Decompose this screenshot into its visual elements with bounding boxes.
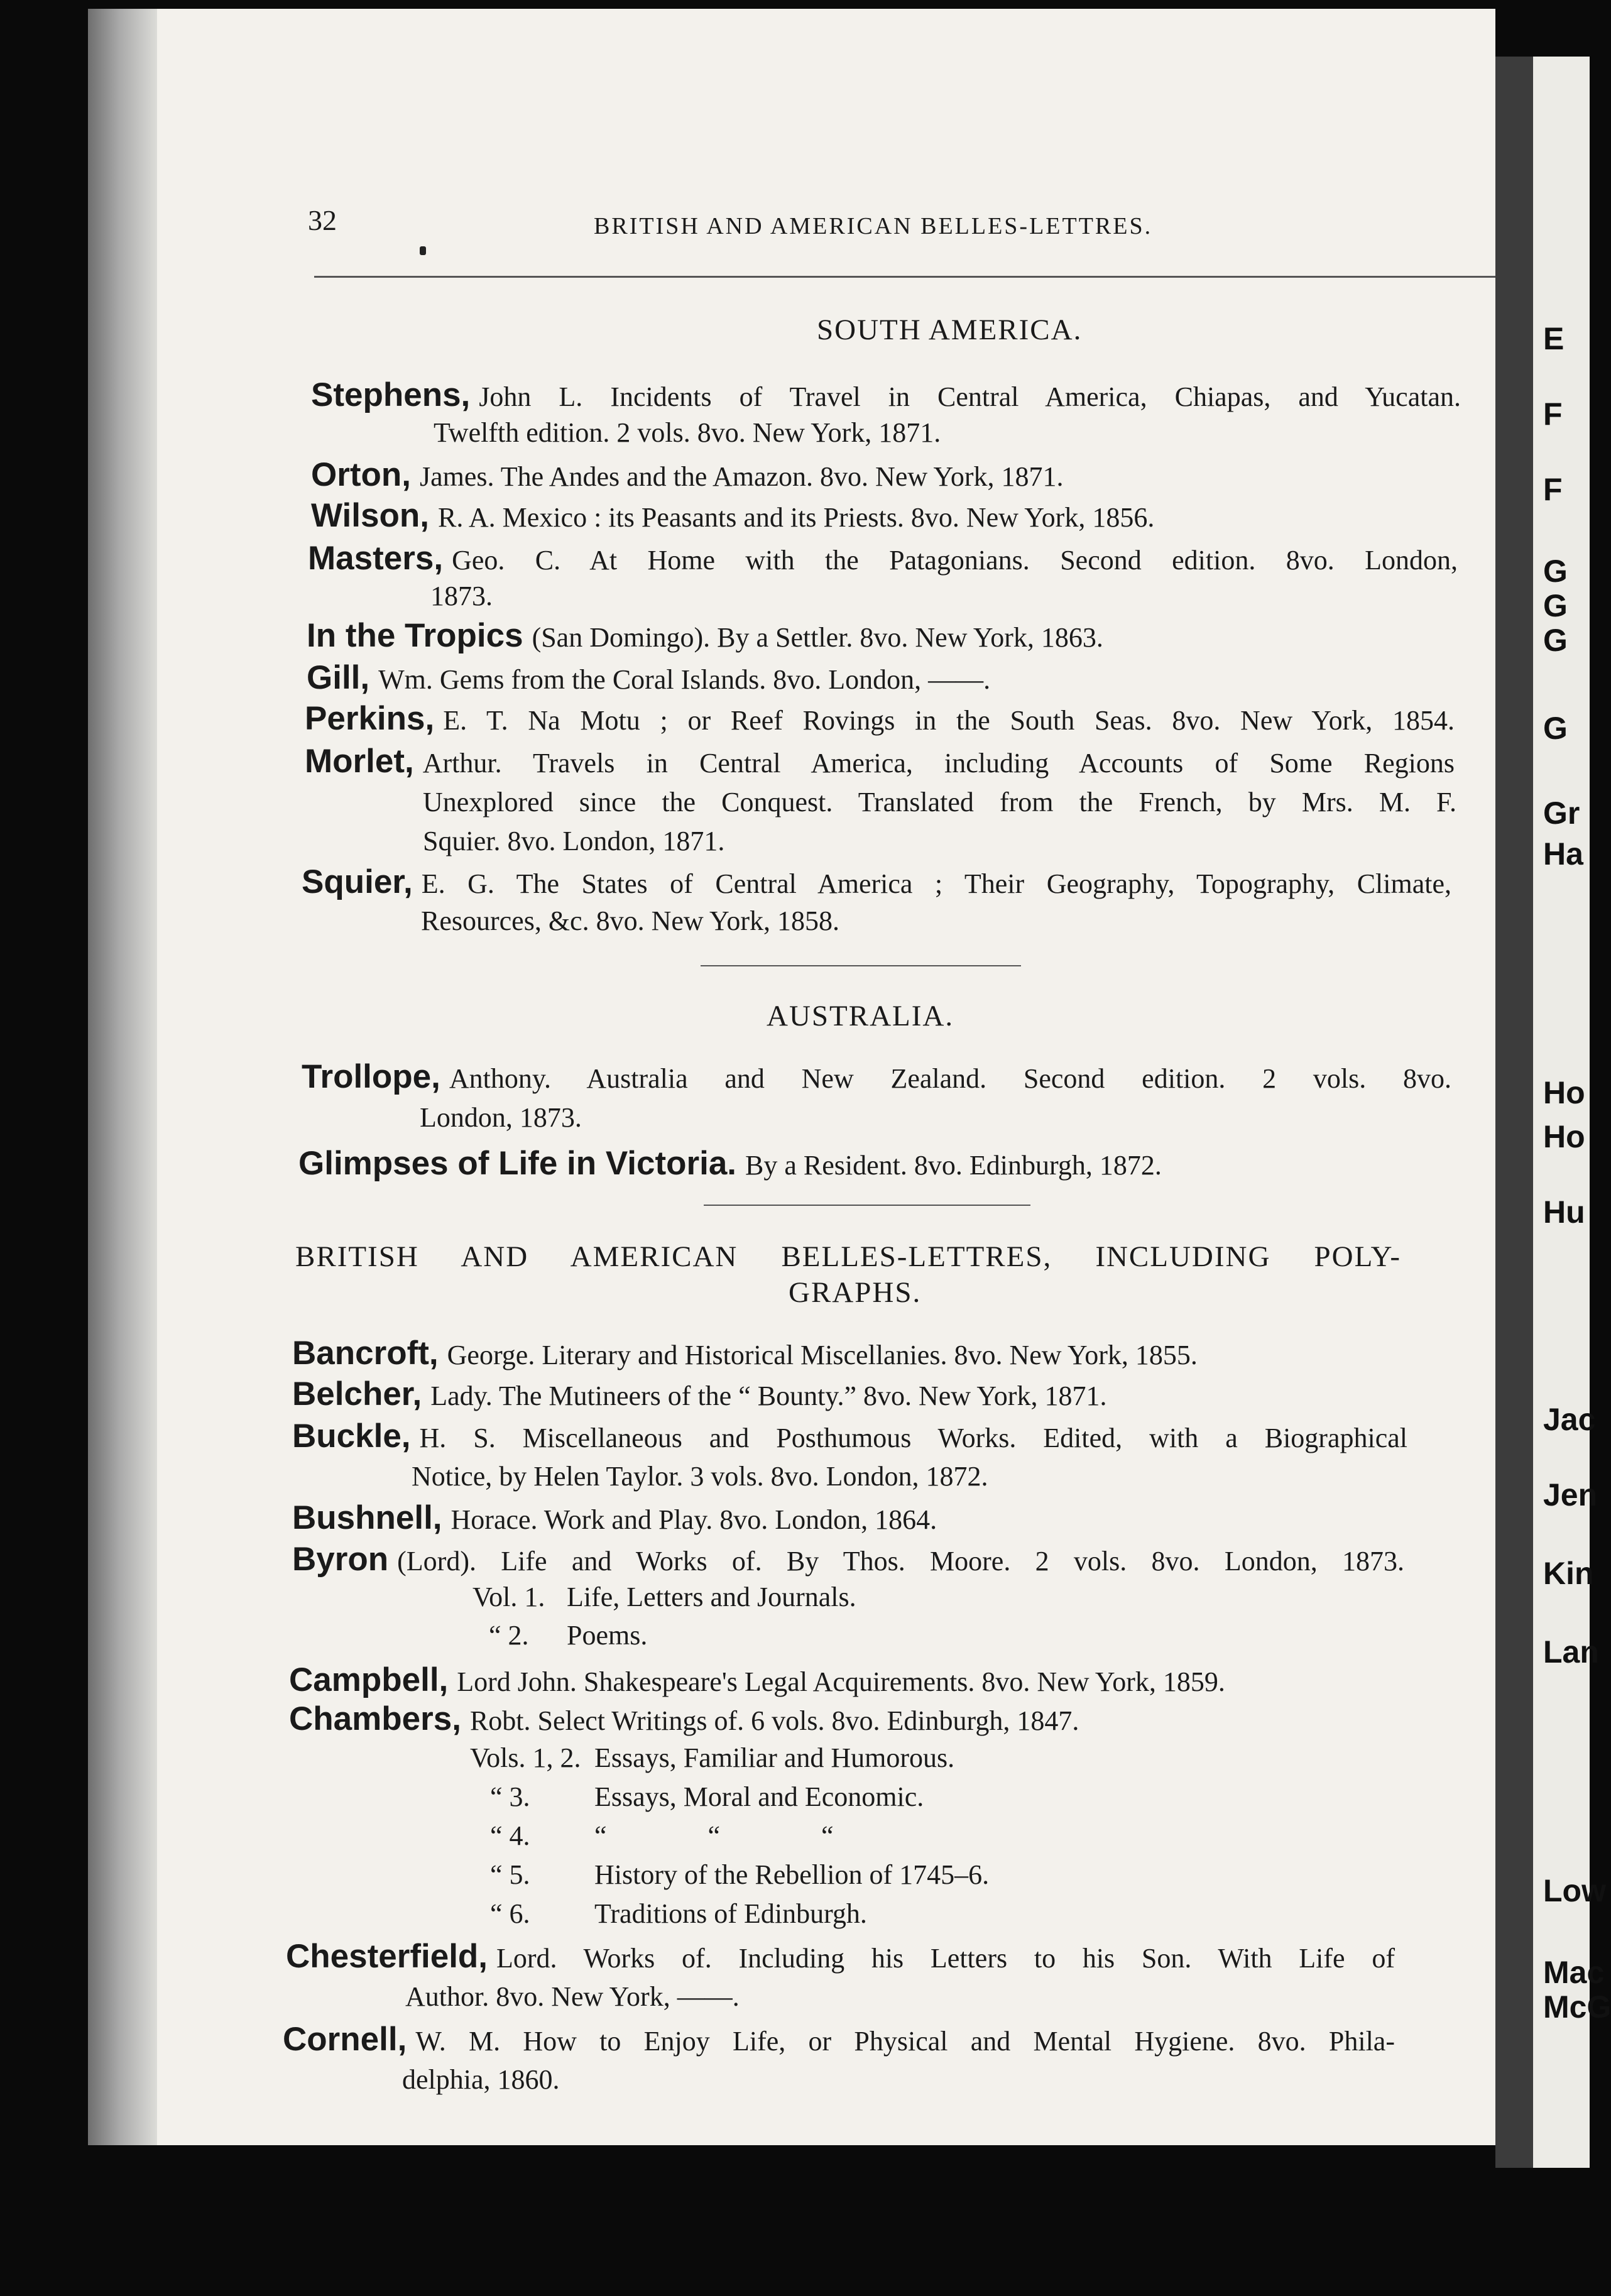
facing-fragment: F [1543, 396, 1563, 432]
entry-text: E. T. Na Motu ; or Reef Rovings in the South Seas. 8vo. New York, 1854. [443, 705, 1455, 736]
entry-author: Gill, [307, 659, 370, 696]
entry-text: R. A. Mexico : its Peasants and its Priests. 8vo. New York, 1856. [437, 502, 1155, 533]
entry-author: Trollope, [302, 1058, 440, 1095]
facing-fragment: Gr [1543, 795, 1580, 831]
entry-author: Byron [292, 1541, 389, 1578]
page-number: 32 [308, 204, 337, 236]
entry-text: Lady. The Mutineers of the “ Bounty.” 8vo. New York, 1871. [430, 1380, 1107, 1411]
facing-fragment: G [1543, 623, 1568, 658]
entry-perkins [305, 700, 1455, 740]
entry-continuation: 1873. [430, 581, 493, 611]
entry-author: Wilson, [311, 497, 429, 534]
entry-in-the-tropics [307, 617, 1456, 657]
entry-author: Buckle, [292, 1418, 411, 1455]
entry-text: Lord. Works of. Including his Letters to his Son. With Life of [496, 1943, 1395, 1974]
facing-fragment: Jac [1543, 1402, 1596, 1437]
volume-line [490, 1781, 924, 1813]
entry-glimpses [298, 1145, 1448, 1184]
facing-fragment: McG [1543, 1989, 1611, 2025]
entry-author: Masters, [308, 540, 444, 577]
entry-continuation: Resources, &c. 8vo. New York, 1858. [421, 905, 840, 936]
volume-title: Essays, Familiar and Humorous. [594, 1742, 955, 1773]
entry-text: John L. Incidents of Travel in Central America, Chiapas, and Yucatan. [479, 381, 1461, 412]
volume-title: Poems. [567, 1620, 648, 1651]
book-page [88, 9, 1495, 2145]
entry-cornell [283, 2021, 1395, 2060]
entry-text: Robt. Select Writings of. 6 vols. 8vo. Edinburgh, 1847. [469, 1705, 1079, 1736]
entry-squier [302, 863, 1451, 903]
entry-continuation: Notice, by Helen Taylor. 3 vols. 8vo. London, 1872. [412, 1461, 988, 1492]
section-title-belles-lettres-cont: GRAPHS. [789, 1276, 922, 1309]
entry-author: Morlet, [305, 743, 414, 780]
entry-continuation: London, 1873. [420, 1102, 582, 1133]
facing-fragment: Ho [1543, 1119, 1585, 1154]
entry-text: Horace. Work and Play. 8vo. London, 1864. [451, 1504, 937, 1535]
entry-continuation: delphia, 1860. [402, 2064, 560, 2095]
entry-morlet [305, 743, 1455, 782]
facing-fragment: Ho [1543, 1075, 1585, 1110]
facing-fragment: Jen [1543, 1477, 1598, 1512]
entry-author: Chambers, [289, 1700, 461, 1737]
entry-continuation: Twelfth edition. 2 vols. 8vo. New York, 1871. [434, 417, 941, 448]
entry-text: E. G. The States of Central America ; Their Geography, Topography, Climate, [421, 868, 1451, 899]
ink-speck [420, 246, 426, 255]
entry-continuation: Squier. 8vo. London, 1871. [423, 826, 725, 856]
entry-stephens [311, 376, 1461, 416]
entry-text: Anthony. Australia and New Zealand. Second edition. 2 vols. 8vo. [449, 1063, 1451, 1094]
entry-text: Arthur. Travels in Central America, including Accounts of Some Regions [422, 748, 1455, 779]
section-title-south-america: SOUTH AMERICA. [817, 314, 1083, 346]
entry-text: (Lord). Life and Works of. By Thos. Moore. 2 vols. 8vo. London, 1873. [397, 1546, 1404, 1577]
page-edge-shadow [1495, 57, 1533, 2168]
entry-continuation: Author. 8vo. New York, ——. [405, 1981, 740, 2012]
entry-campbell [289, 1661, 1439, 1701]
section-title-belles-lettres: BRITISH AND AMERICAN BELLES-LETTRES, INCLUDING POLY- [295, 1240, 1401, 1273]
entry-author: Campbell, [289, 1661, 449, 1698]
entry-author: Stephens, [311, 376, 471, 413]
facing-fragment: Mac [1543, 1955, 1605, 1990]
volume-title: Essays, Moral and Economic. [594, 1781, 924, 1812]
entry-trollope [302, 1058, 1451, 1098]
entry-author: Orton, [311, 456, 411, 493]
entry-text: James. The Andes and the Amazon. 8vo. New York, 1871. [419, 461, 1064, 492]
volume-number: Vols. 1, 2. [470, 1742, 581, 1773]
facing-fragment: F [1543, 472, 1563, 507]
entry-text: Lord John. Shakespeare's Legal Acquirements. 8vo. New York, 1859. [457, 1666, 1225, 1697]
entry-author: Belcher, [292, 1375, 422, 1413]
entry-text: (San Domingo). By a Settler. 8vo. New York, 1863. [532, 622, 1103, 653]
entry-bushnell [292, 1499, 1442, 1539]
volume-line [489, 1619, 647, 1651]
entry-author: In the Tropics [307, 617, 523, 654]
facing-fragment: G [1543, 554, 1568, 589]
entry-bancroft [292, 1335, 1442, 1374]
volume-number: “ 6. [490, 1898, 530, 1929]
section-divider [701, 965, 1021, 966]
volume-number: “ 4. [490, 1820, 530, 1851]
facing-fragment: G [1543, 711, 1568, 746]
entry-masters [308, 540, 1458, 579]
entry-text: Wm. Gems from the Coral Islands. 8vo. London, ——. [378, 664, 991, 695]
header-rule [314, 276, 1533, 278]
entry-orton [311, 456, 1461, 496]
volume-line [490, 1859, 989, 1891]
volume-line [490, 1820, 834, 1852]
entry-text: George. Literary and Historical Miscellanies. 8vo. New York, 1855. [447, 1340, 1198, 1370]
entry-author: Bancroft, [292, 1335, 439, 1372]
facing-fragment: Ha [1543, 836, 1583, 872]
entry-author: Squier, [302, 863, 413, 900]
facing-fragment: Kin [1543, 1556, 1594, 1591]
entry-author: Glimpses of Life in Victoria. [298, 1145, 737, 1182]
section-divider [704, 1205, 1030, 1206]
volume-line [470, 1742, 954, 1774]
volume-number: “ 5. [490, 1859, 530, 1890]
entry-belcher [292, 1375, 1442, 1415]
volume-line [490, 1898, 867, 1930]
entry-author: Bushnell, [292, 1499, 442, 1536]
entry-author: Chesterfield, [286, 1938, 488, 1975]
entry-buckle [292, 1418, 1407, 1457]
entry-byron [292, 1541, 1404, 1580]
page-content [88, 9, 1495, 2145]
entry-chambers [289, 1700, 1439, 1740]
volume-title: History of the Rebellion of 1745–6. [594, 1859, 990, 1890]
entry-text: Geo. C. At Home with the Patagonians. Second edition. 8vo. London, [452, 545, 1458, 576]
entry-continuation: Unexplored since the Conquest. Translated from the French, by Mrs. M. F. [423, 787, 1456, 817]
section-title-australia: AUSTRALIA. [767, 1000, 954, 1032]
facing-page-edge [1533, 57, 1611, 2168]
volume-title: Traditions of Edinburgh. [594, 1898, 867, 1929]
volume-title: Life, Letters and Journals. [567, 1582, 856, 1612]
entry-chesterfield [286, 1938, 1395, 1977]
volume-number: “ 2. [489, 1620, 529, 1651]
facing-fragment: G [1543, 588, 1568, 623]
volume-title: “ “ “ [594, 1820, 834, 1851]
volume-line [472, 1581, 856, 1613]
facing-fragment: Lan [1543, 1634, 1599, 1670]
facing-fragment: E [1543, 321, 1565, 356]
entry-author: Cornell, [283, 2021, 407, 2058]
entry-author: Perkins, [305, 700, 435, 737]
entry-gill [307, 659, 1456, 699]
entry-text: W. M. How to Enjoy Life, or Physical and Mental Hygiene. 8vo. Phila- [415, 2026, 1395, 2057]
entry-text: H. S. Miscellaneous and Posthumous Works. Edited, with a Biographical [419, 1423, 1407, 1453]
entry-text: By a Resident. 8vo. Edinburgh, 1872. [745, 1150, 1162, 1181]
volume-number: Vol. 1. [472, 1582, 545, 1612]
facing-fragment: Low [1543, 1873, 1606, 1908]
volume-number: “ 3. [490, 1781, 530, 1812]
running-title: BRITISH AND AMERICAN BELLES-LETTRES. [594, 213, 1153, 239]
facing-fragment: Hu [1543, 1194, 1585, 1230]
entry-wilson [311, 497, 1461, 537]
